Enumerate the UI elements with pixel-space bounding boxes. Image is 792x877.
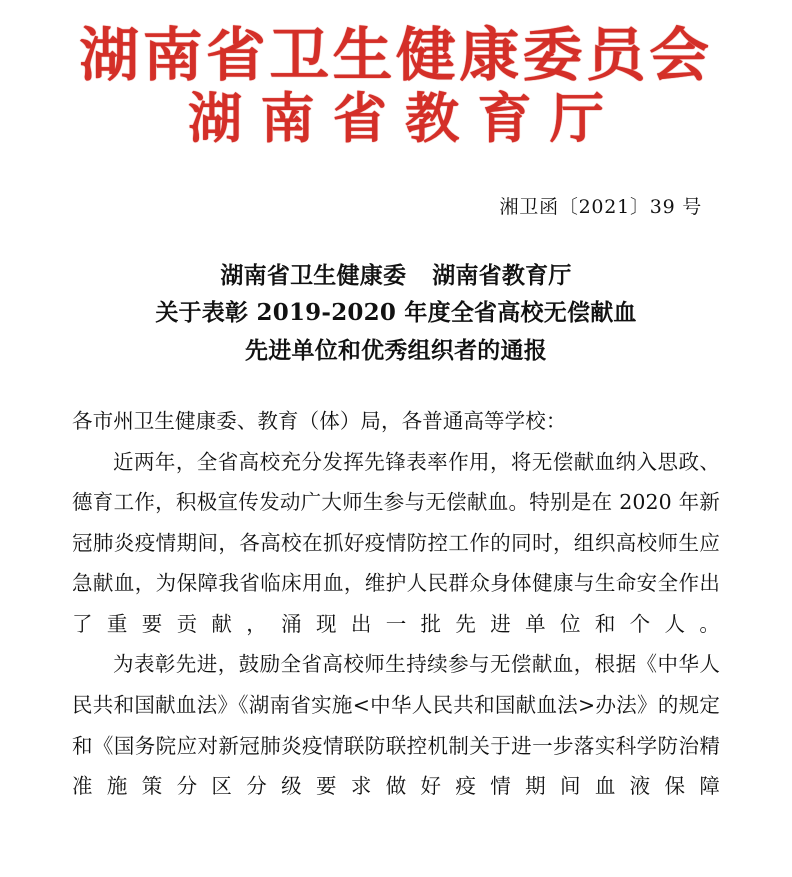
title-line-3: 先进单位和优秀组织者的通报	[245, 336, 547, 364]
title-issuer-education: 湖南省教育厅	[432, 262, 572, 290]
masthead-line-1: 湖南省卫生健康委员会	[79, 21, 713, 89]
salutation: 各市州卫生健康委、教育（体）局，各普通高等学校：	[72, 408, 567, 433]
body-paragraph-1: 近两年，全省高校充分发挥先锋表率作用，将无偿献血纳入思政、德育工作，积极宣传发动广大师生参与无偿献血。特别是在 2020 年新冠肺炎疫情期间，各高校在抓好疫情防控工作的同时，组织高校师生应急献血，为保障我省临床用血，维护人民群众身体健康与生命安全作出了重要贡献，涌现出一批先进单位和个人。	[72, 449, 720, 636]
body-paragraph-2: 为表彰先进，鼓励全省高校师生持续参与无偿献血，根据《中华人民共和国献血法》《湖南省实施<中华人民共和国献血法>办法》的规定和《国务院应对新冠肺炎疫情联防联控机制关于进一步落实科学防治精准施策分区分级要求做好疫情期间血液保障	[72, 652, 720, 799]
document-title	[72, 257, 720, 369]
title-issuer-health: 湖南省卫生健康委	[220, 262, 407, 290]
title-line-1	[72, 257, 720, 294]
document-body	[72, 401, 720, 807]
title-line-2: 关于表彰 2019-2020 年度全省高校无偿献血	[155, 299, 637, 327]
masthead-line-2: 湖南省教育厅	[188, 86, 623, 151]
masthead	[72, 0, 720, 151]
document-number: 湘卫函〔2021〕39 号	[499, 196, 702, 219]
